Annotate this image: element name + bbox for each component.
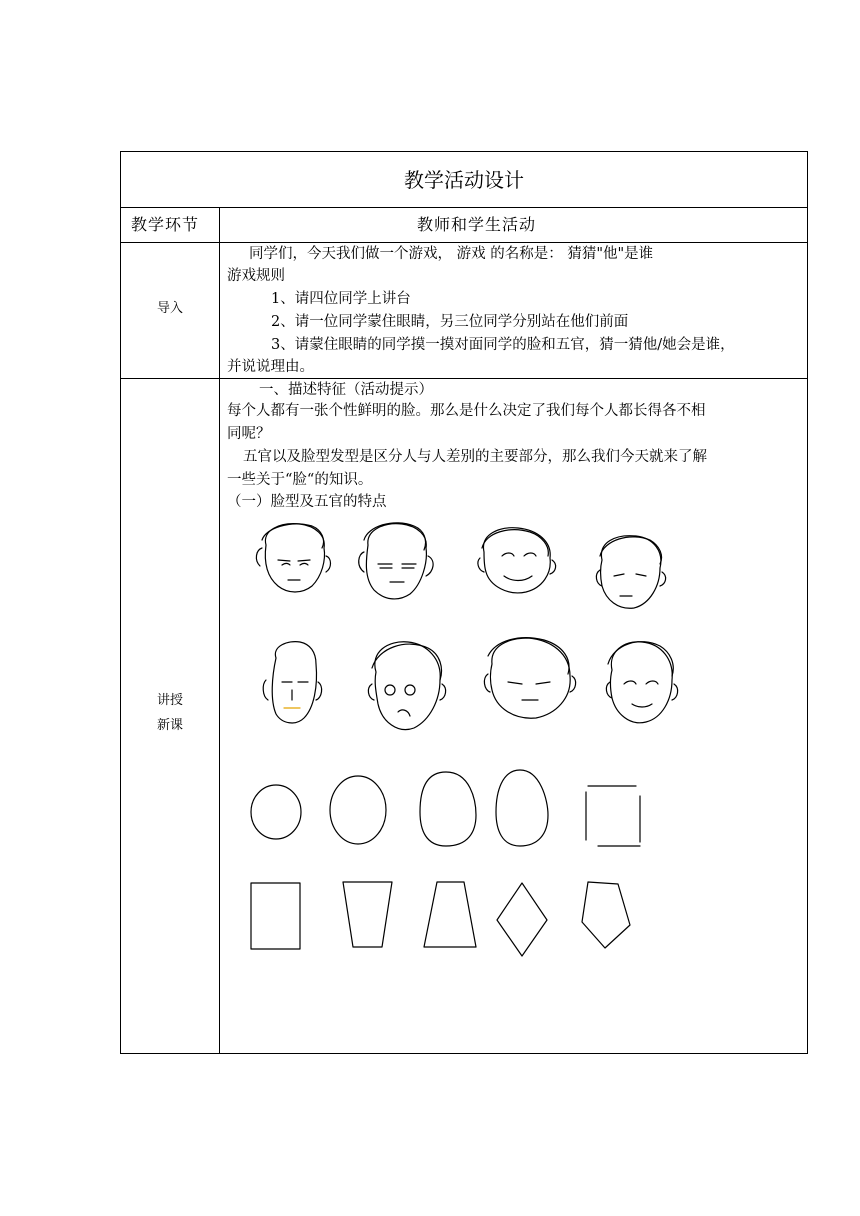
lesson-line: 一些关于“脸“的知识。	[227, 472, 373, 488]
face-sketch-5	[263, 642, 321, 723]
oval-shape	[330, 776, 386, 844]
egg-shape	[496, 770, 548, 846]
lesson-line: （一）脸型及五官的特点	[227, 494, 387, 510]
intro-line: 游戏规则	[227, 268, 285, 284]
lesson-label-line: 新课	[156, 718, 183, 733]
lesson-line: 每个人都有一张个性鲜明的脸。那么是什么决定了我们每个人都长得各不相	[227, 403, 706, 419]
trapezoid-shape	[424, 882, 476, 947]
square-shape	[586, 786, 640, 846]
column-header-activity: 教师和学生活动	[417, 215, 537, 234]
intro-line: 3、请蒙住眼睛的同学摸一摸对面同学的脸和五官，猜一猜他/她会是谁，	[271, 337, 735, 353]
table-title: 教学活动设计	[404, 168, 524, 192]
pentagon-shape	[582, 882, 630, 948]
column-header-stage: 教学环节	[131, 215, 200, 234]
face-sketch-4	[596, 536, 665, 609]
inverted-trapezoid-shape	[343, 882, 392, 947]
lesson-line: 一、描述特征（活动提示）	[259, 382, 433, 398]
face-sketch-7	[484, 638, 575, 718]
intro-line: 同学们，今天我们做一个游戏， 游戏 的名称是： 猜猜"他"是谁	[249, 246, 654, 262]
rectangle-shape	[251, 883, 300, 949]
intro-line: 并说说理由。	[227, 359, 314, 375]
intro-line: 1、请四位同学上讲台	[271, 291, 411, 307]
diamond-shape	[497, 883, 547, 956]
lesson-line: 同呢？	[227, 426, 271, 442]
face-sketch-1	[256, 524, 330, 592]
intro-label: 导入	[156, 301, 183, 316]
intro-line: 2、请一位同学蒙住眼睛，另三位同学分别站在他们前面	[271, 314, 629, 330]
long-oval-shape	[420, 772, 476, 846]
face-sketch-8	[606, 642, 677, 723]
face-sketch-2	[359, 523, 433, 599]
round-shape	[251, 785, 301, 839]
lesson-line: 五官以及脸型发型是区分人与人差别的主要部分，那么我们今天就来了解	[243, 449, 707, 465]
face-sketch-3	[478, 528, 556, 593]
lesson-label-line: 讲授	[156, 693, 183, 708]
face-sketch-6	[368, 642, 445, 730]
